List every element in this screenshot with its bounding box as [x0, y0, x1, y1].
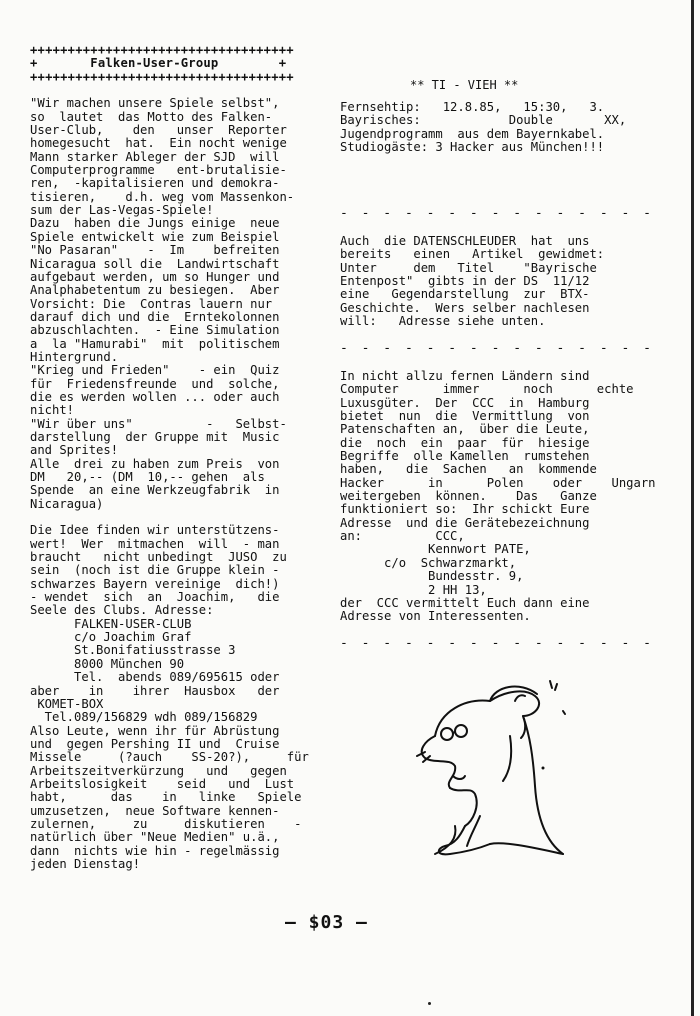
- text-line: In nicht allzu fernen Ländern sind: [340, 369, 590, 383]
- text-line: Nicaragua soll die Landwirtschaft: [30, 256, 280, 271]
- text-line: Adresse von Interessenten.: [340, 609, 531, 624]
- text-line: "Krieg und Frieden" - ein Quiz: [30, 363, 280, 378]
- text-line: zulernen, zu diskutieren -: [30, 816, 302, 831]
- text-line: Also Leute, wenn ihr für Abrüstung: [30, 723, 280, 738]
- text-line: bietet nun die Vermittlung von: [340, 409, 590, 424]
- text-line: Tel. abends 089/695615 oder: [30, 670, 280, 685]
- text-line: habt, das in linke Spiele: [30, 790, 302, 805]
- text-line: sein (noch ist die Gruppe klein -: [30, 563, 280, 578]
- text-line: bereits einen Artikel gewidmet:: [340, 247, 605, 262]
- text-line: Missele (?auch SS-20?), für: [30, 750, 309, 765]
- text-line: FALKEN-USER-CLUB: [30, 616, 192, 631]
- left-column: [30, 44, 310, 871]
- text-line: Arbeitslosigkeit seid und Lust: [30, 776, 295, 791]
- text-line: Unter dem Titel "Bayrische: [340, 260, 597, 275]
- text-line: Computer immer noch echte: [340, 382, 634, 397]
- text-line: Analphabetentum zu besiegen. Aber: [30, 283, 280, 298]
- text-line: jeden Dienstag!: [30, 856, 141, 871]
- separator-2: - - - - - - - - - - - - - - -: [340, 341, 654, 356]
- text-line: Adresse und die Gerätebezeichnung: [340, 515, 590, 530]
- text-line: Tel.089/156829 wdh 089/156829: [30, 710, 258, 725]
- text-line: tisieren, d.h. weg vom Massenkon-: [30, 189, 295, 204]
- left-article-body: [30, 97, 310, 871]
- text-line: c/o Joachim Graf: [30, 630, 192, 645]
- text-line: Dazu haben die Jungs einige neue: [30, 216, 280, 231]
- text-line: die es werden wollen ... oder auch: [30, 389, 280, 404]
- text-line: funktioniert so: Ihr schickt Eure: [340, 502, 590, 517]
- text-line: umzusetzen, neue Software kennen-: [30, 803, 280, 818]
- text-line: an: CCC,: [340, 529, 465, 544]
- text-line: schwarzes Bayern vereinige dich!): [30, 576, 280, 591]
- text-line: [30, 511, 310, 524]
- text-line: "Wir über uns" - Selbst-: [30, 416, 287, 431]
- text-line: Studiogäste: 3 Hacker aus München!!!: [340, 140, 605, 155]
- text-line: KOMET-BOX: [30, 696, 104, 711]
- text-line: Luxusgüter. Der CCC in Hamburg: [340, 395, 590, 410]
- text-line: braucht nicht unbedingt JUSO zu: [30, 550, 287, 565]
- text-line: darstellung der Gruppe mit Music: [30, 429, 280, 444]
- text-line: Arbeitszeitverkürzung und gegen: [30, 763, 287, 778]
- text-line: Hacker in Polen oder Ungarn: [340, 475, 656, 490]
- text-line: Seele des Clubs. Adresse:: [30, 603, 214, 618]
- text-line: die noch ein paar für hiesige: [340, 435, 590, 450]
- page-edge-shadow: [691, 0, 694, 1016]
- text-line: Fernsehtip: 12.8.85, 15:30, 3.: [340, 100, 605, 114]
- text-line: aufgebaut werden, um so Hunger und: [30, 269, 280, 284]
- text-line: Auch die DATENSCHLEUDER hat uns: [340, 234, 590, 248]
- text-line: will: Adresse siehe unten.: [340, 314, 546, 329]
- text-line: a la "Hamurabi" mit politischem: [30, 336, 280, 351]
- text-line: wert! Wer mitmachen will - man: [30, 536, 280, 551]
- speck: [428, 1002, 431, 1005]
- text-line: natürlich über "Neue Medien" u.ä.,: [30, 830, 280, 845]
- text-line: Nicaragua): [30, 496, 104, 511]
- text-line: homegesucht hat. Ein nocht wenige: [30, 136, 287, 151]
- text-line: Die Idee finden wir unterstützens-: [30, 523, 280, 538]
- text-line: abzuschlachten. - Eine Simulation: [30, 323, 280, 338]
- text-line: nicht!: [30, 403, 75, 418]
- text-line: und gegen Pershing II und Cruise: [30, 736, 280, 751]
- text-line: aber in ihrer Hausbox der: [30, 683, 280, 698]
- header-bottom-rule: +++++++++++++++++++++++++++++++++++: [30, 69, 294, 84]
- text-line: 8000 München 90: [30, 656, 185, 671]
- text-line: Begriffe olle Kamellen rumstehen: [340, 449, 590, 464]
- separator-1: - - - - - - - - - - - - - - -: [340, 206, 654, 221]
- text-line: haben, die Sachen an kommende: [340, 462, 597, 477]
- text-line: eine Gegendarstellung zur BTX-: [340, 287, 590, 302]
- text-line: and Sprites!: [30, 443, 119, 458]
- text-line: User-Club, den unser Reporter: [30, 123, 287, 138]
- text-line: sum der Las-Vegas-Spiele!: [30, 203, 214, 218]
- text-line: "Wir machen unsere Spiele selbst",: [30, 96, 280, 111]
- text-line: Mann starker Ableger der SJD will: [30, 149, 280, 164]
- text-line: so lautet das Motto des Falken-: [30, 109, 273, 124]
- text-line: - wendet sich an Joachim, die: [30, 590, 280, 605]
- text-line: Vorsicht: Die Contras lauern nur: [30, 296, 273, 311]
- text-line: Entenpost" gibts in der DS 11/12: [340, 274, 590, 289]
- ti-vieh-title: ** TI - VIEH **: [410, 78, 519, 92]
- text-line: St.Bonifatiusstrasse 3: [30, 643, 236, 658]
- header-title: + Falken-User-Group +: [30, 56, 287, 71]
- text-line: c/o Schwarzmarkt,: [340, 555, 517, 570]
- page-number: — $03 —: [285, 912, 368, 933]
- header-top-rule: +++++++++++++++++++++++++++++++++++: [30, 43, 294, 57]
- text-line: Alle drei zu haben zum Preis von: [30, 456, 280, 471]
- text-line: DM 20,-- (DM 10,-- gehen als: [30, 470, 265, 484]
- cartoon-dog-illustration: [395, 676, 570, 866]
- text-line: Patenschaften an, über die Leute,: [340, 422, 590, 437]
- text-line: 2 HH 13,: [340, 582, 487, 597]
- right-block-3: [340, 369, 656, 624]
- text-line: Bayrisches: Double XX,: [340, 113, 627, 128]
- text-line: "No Pasaran" - Im befreiten: [30, 243, 280, 258]
- text-line: Geschichte. Wers selber nachlesen: [340, 300, 590, 315]
- text-line: der CCC vermittelt Euch dann eine: [340, 595, 590, 610]
- text-line: für Friedensfreunde und solche,: [30, 376, 280, 391]
- text-line: ren, -kapitalisieren und demokra-: [30, 176, 280, 191]
- text-line: Spiele entwickelt wie zum Beispiel: [30, 229, 280, 244]
- text-line: Hintergrund.: [30, 349, 119, 364]
- right-block-2: [340, 235, 630, 328]
- text-line: Bundesstr. 9,: [340, 569, 524, 584]
- text-line: darauf dich und die Erntekolonnen: [30, 309, 280, 324]
- text-line: Kennwort PATE,: [340, 542, 531, 557]
- text-line: Computerprogramme ent-brutalisie-: [30, 163, 287, 178]
- text-line: Jugendprogramm aus dem Bayernkabel.: [340, 126, 605, 141]
- text-line: Spende an eine Werkzeugfabrik in: [30, 483, 280, 498]
- separator-3: - - - - - - - - - - - - - - -: [340, 636, 654, 651]
- right-block-1: [340, 101, 630, 154]
- text-line: dann nichts wie hin - regelmässig: [30, 843, 280, 858]
- text-line: weitergeben können. Das Ganze: [340, 489, 597, 504]
